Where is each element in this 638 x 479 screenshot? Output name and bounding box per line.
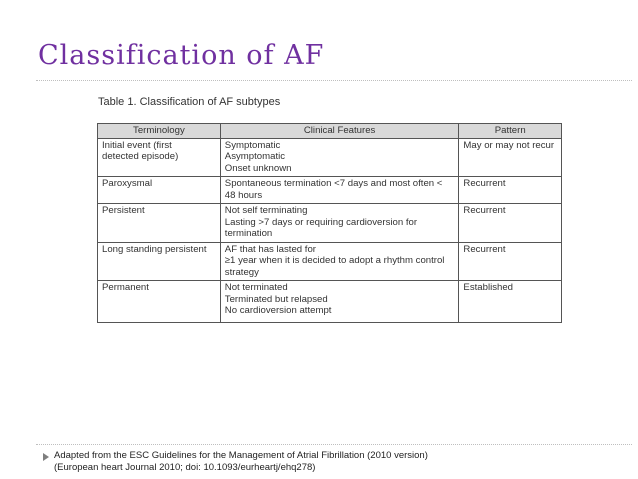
cell-line: Initial event (first: [102, 139, 172, 151]
terminology-cell: [98, 281, 221, 323]
clinical-features-cell: [220, 242, 459, 281]
table-row: [98, 138, 562, 177]
cell-line: 48 hours: [224, 189, 263, 201]
table-row: [98, 281, 562, 323]
cell-line: termination: [224, 228, 273, 239]
footnote-line: Adapted from the ESC Guidelines for the Management of Atrial Fibrillation (2010 version): [54, 450, 428, 461]
footnote-line: (European heart Journal 2010; doi: 10.1093/eurheartj/ehq278): [54, 462, 316, 473]
clinical-features-cell: [220, 177, 459, 204]
cell-line: Lasting >7 days or requiring cardioversion for: [224, 216, 418, 228]
cell-line: Spontaneous termination <7 days and most often <: [224, 178, 443, 189]
pattern-cell: Recurrent: [459, 177, 562, 204]
title-divider: [36, 80, 632, 81]
clinical-features-cell: [220, 281, 459, 323]
clinical-features-cell: [220, 204, 459, 243]
cell-line: Symptomatic: [224, 139, 281, 151]
pattern-cell: May or may not recur: [459, 138, 562, 177]
cell-line: Persistent: [102, 205, 145, 216]
cell-line: Paroxysmal: [102, 178, 153, 189]
table-row: [98, 204, 562, 243]
table-header-row: [98, 124, 562, 139]
cell-line: Not terminated: [224, 282, 288, 293]
slide-title: Classification of AF: [38, 40, 325, 71]
terminology-cell: [98, 242, 221, 281]
cell-line: strategy: [224, 266, 259, 278]
table-row: [98, 242, 562, 281]
terminology-cell: [98, 138, 221, 177]
cell-line: Onset unknown: [224, 162, 292, 174]
terminology-cell: [98, 204, 221, 243]
clinical-features-cell: [220, 138, 459, 177]
pattern-cell: Established: [459, 281, 562, 323]
pattern-cell: Recurrent: [459, 242, 562, 281]
cell-line: Terminated but relapsed: [224, 293, 328, 305]
pattern-cell: Recurrent: [459, 204, 562, 243]
footer-divider: [36, 444, 632, 445]
cell-line: Long standing persistent: [102, 243, 207, 255]
af-classification-table: [97, 123, 562, 323]
table-row: [98, 177, 562, 204]
cell-line: ≥1 year when it is decided to adopt a rhythm control: [224, 255, 445, 266]
cell-line: AF that has lasted for: [224, 243, 316, 255]
terminology-cell: [98, 177, 221, 204]
table-caption: Table 1. Classification of AF subtypes: [98, 96, 281, 108]
header-clinical-features: Clinical Features: [220, 124, 459, 139]
bullet-triangle-icon: [43, 453, 49, 461]
cell-line: Permanent: [102, 282, 149, 293]
header-pattern: Pattern: [459, 124, 562, 139]
cell-line: No cardioversion attempt: [224, 305, 332, 316]
cell-line: detected episode): [102, 151, 179, 162]
source-footnote: [54, 450, 428, 474]
cell-line: Asymptomatic: [224, 151, 286, 162]
cell-line: Not self terminating: [224, 205, 308, 216]
header-terminology: Terminology: [98, 124, 221, 139]
